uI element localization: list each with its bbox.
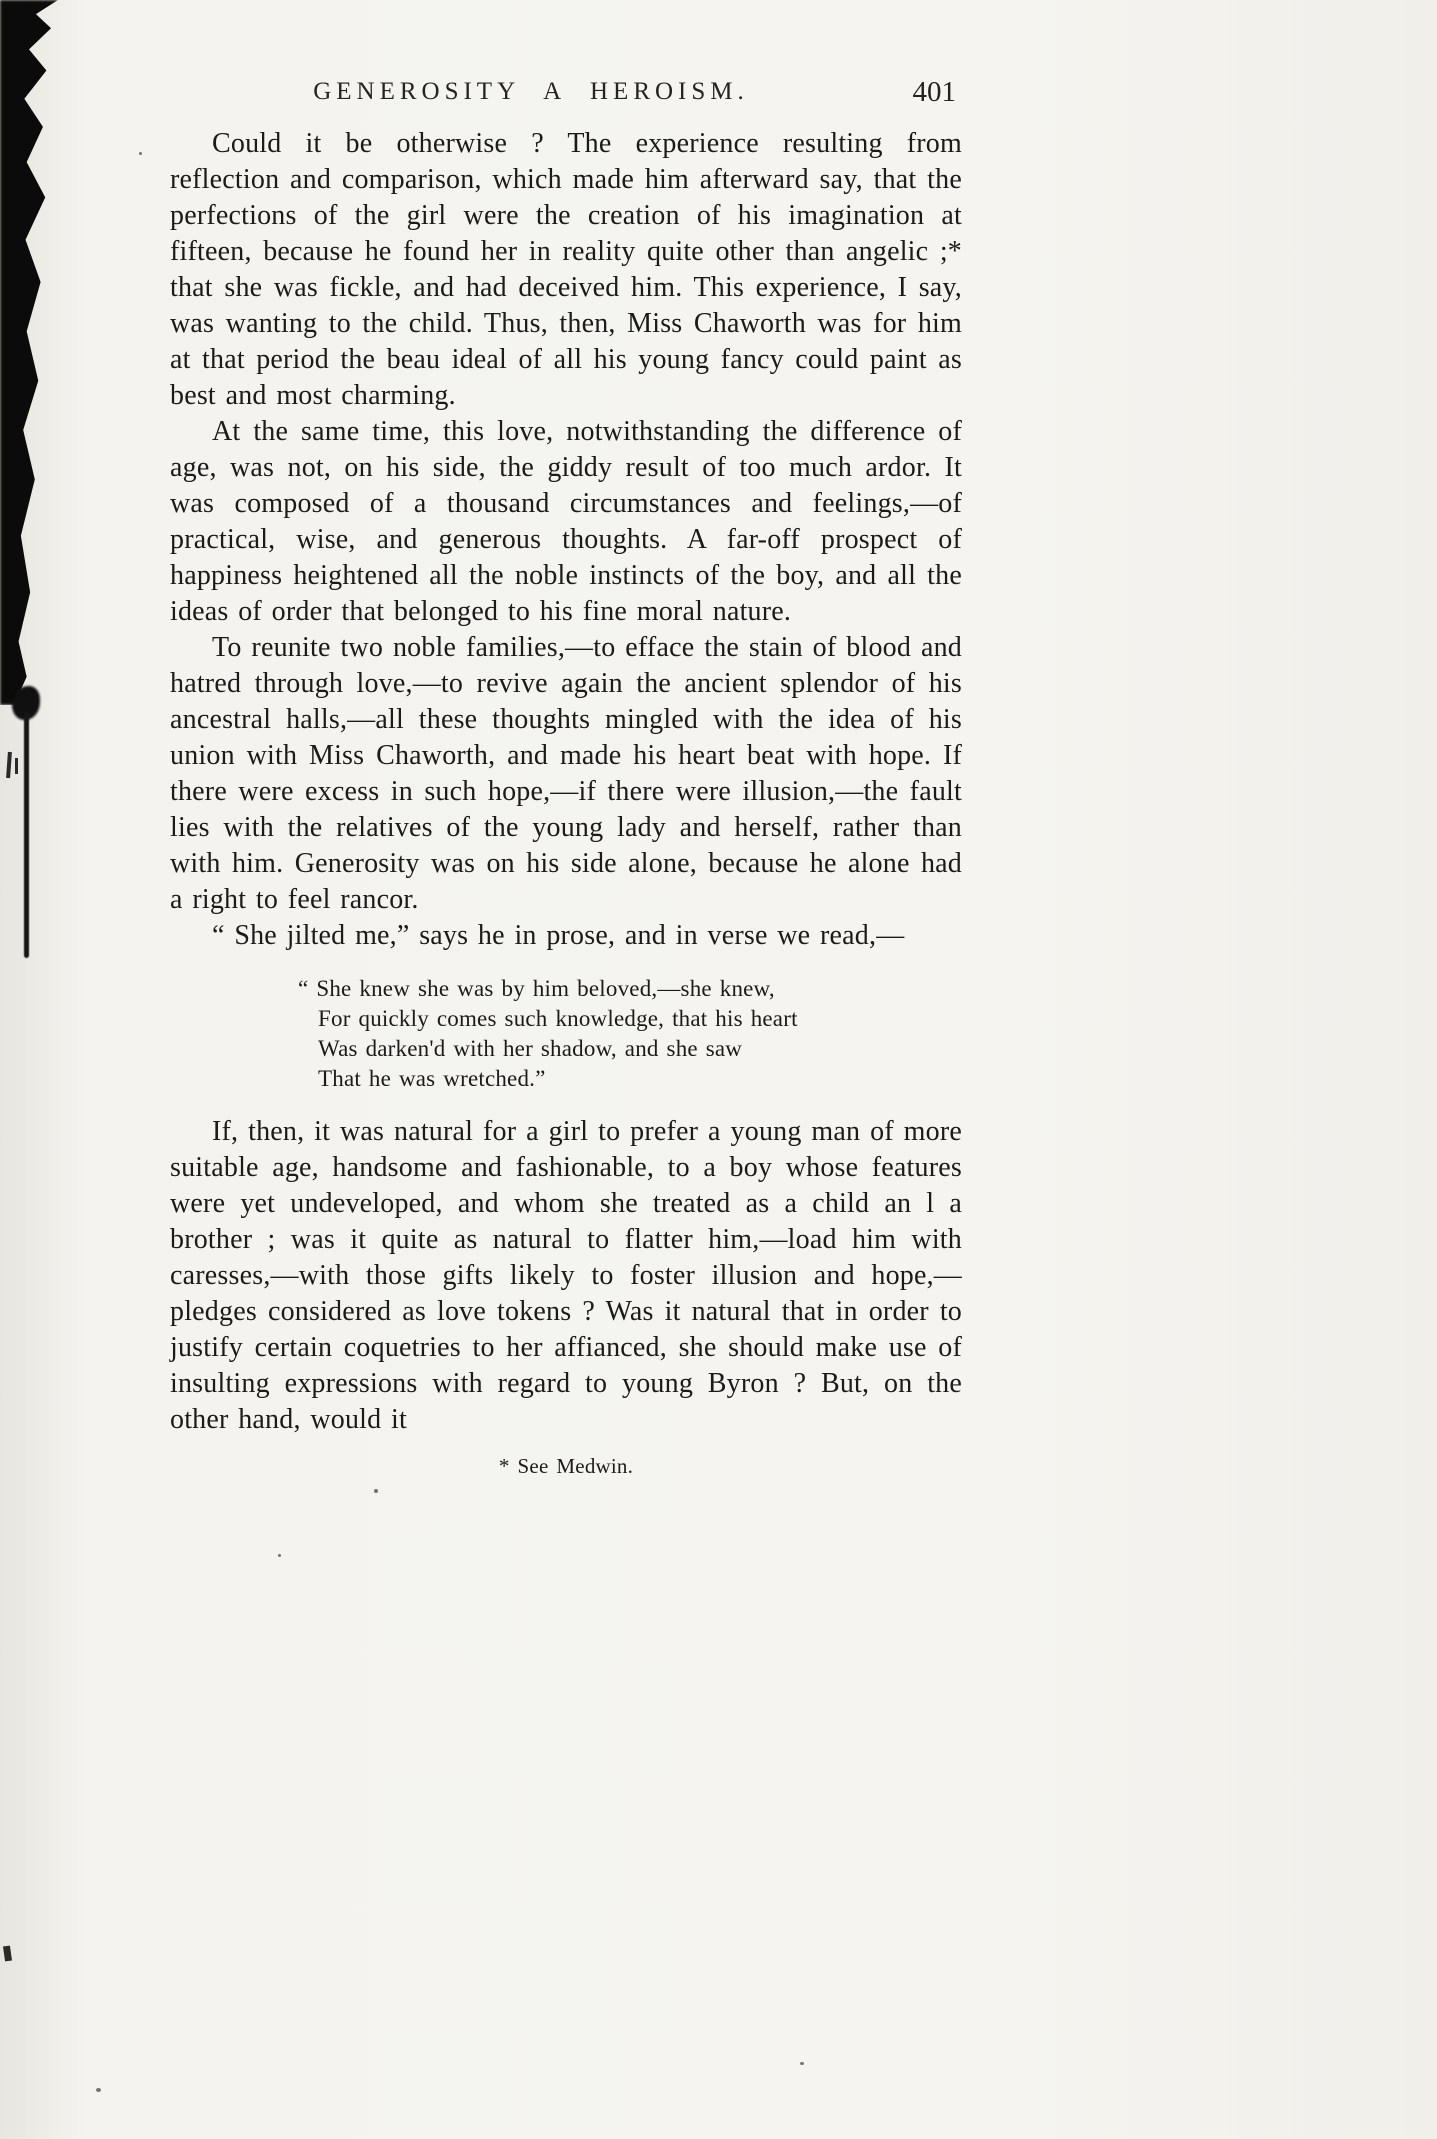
scan-mark (3, 1946, 12, 1962)
paragraph: If, then, it was natural for a girl to prefer a young man of more suitable age, handsome and fashionable, to a boy whose features were yet undeveloped, and whom she treated as a child an l a brother ; was it quite as natural to flatter him,—load him with caresses,—with those gifts likely to foster illusion and hope,—pledges considered as love tokens ? Was it natural that in order to justify certain coquetries to her affianced, she should make use of insulting expressions with regard to young Byron ? But, on the other hand, would it (170, 1116, 962, 1435)
binding-shadow (0, 0, 58, 705)
paragraph: Could it be otherwise ? The experience resulting from reflection and comparison, which made him afterward say, that the perfections of the girl were the creation of his imagination at fifteen, because he found her in reality quite other than angelic ;* that she was fickle, and had deceived him. This experience, I say, was wanting to the child. Thus, then, Miss Chaworth was for him at that period the beau ideal of all his young fancy could paint as best and most charming. (170, 128, 962, 411)
scan-speck (96, 2088, 101, 2092)
verse-line: “ She knew she was by him beloved,—she knew, (298, 976, 775, 1001)
scan-speck (139, 152, 142, 155)
page-header (170, 78, 962, 118)
verse-line: Was darken'd with her shadow, and she saw (318, 1036, 743, 1061)
page-body (170, 126, 962, 1484)
scan-mark (15, 758, 18, 774)
running-title: GENEROSITY A HEROISM. (313, 78, 749, 105)
paragraph: At the same time, this love, notwithstanding the difference of age, was not, on his side, the giddy result of too much ardor. It was composed of a thousand circumstances and feelings,—of practical, wise, and generous thoughts. A far-off prospect of happiness heightened all the noble instincts of the boy, and all the ideas of order that belonged to his fine moral nature. (170, 416, 962, 627)
binding-crease-line (24, 712, 29, 958)
scan-speck (800, 2062, 804, 2065)
scan-speck (374, 1489, 378, 1493)
footnote: * See Medwin. (498, 1454, 634, 1478)
scan-mark (6, 752, 12, 778)
verse-line: That he was wretched.” (318, 1066, 546, 1091)
page-number: 401 (912, 76, 956, 108)
verse-block (298, 974, 962, 1094)
paragraph: “ She jilted me,” says he in prose, and in verse we read,— (212, 920, 905, 951)
verse-line: For quickly comes such knowledge, that his heart (318, 1006, 798, 1031)
paragraph: To reunite two noble families,—to efface the stain of blood and hatred through love,—to revive again the ancient splendor of his ancestral halls,—all these thoughts mingled with the idea of his union with Miss Chaworth, and made his heart beat with hope. If there were excess in such hope,—if there were illusion,—the fault lies with the relatives of the young lady and herself, rather than with him. Generosity was on his side alone, because he alone had a right to feel rancor. (170, 632, 962, 915)
scan-speck (278, 1554, 281, 1557)
